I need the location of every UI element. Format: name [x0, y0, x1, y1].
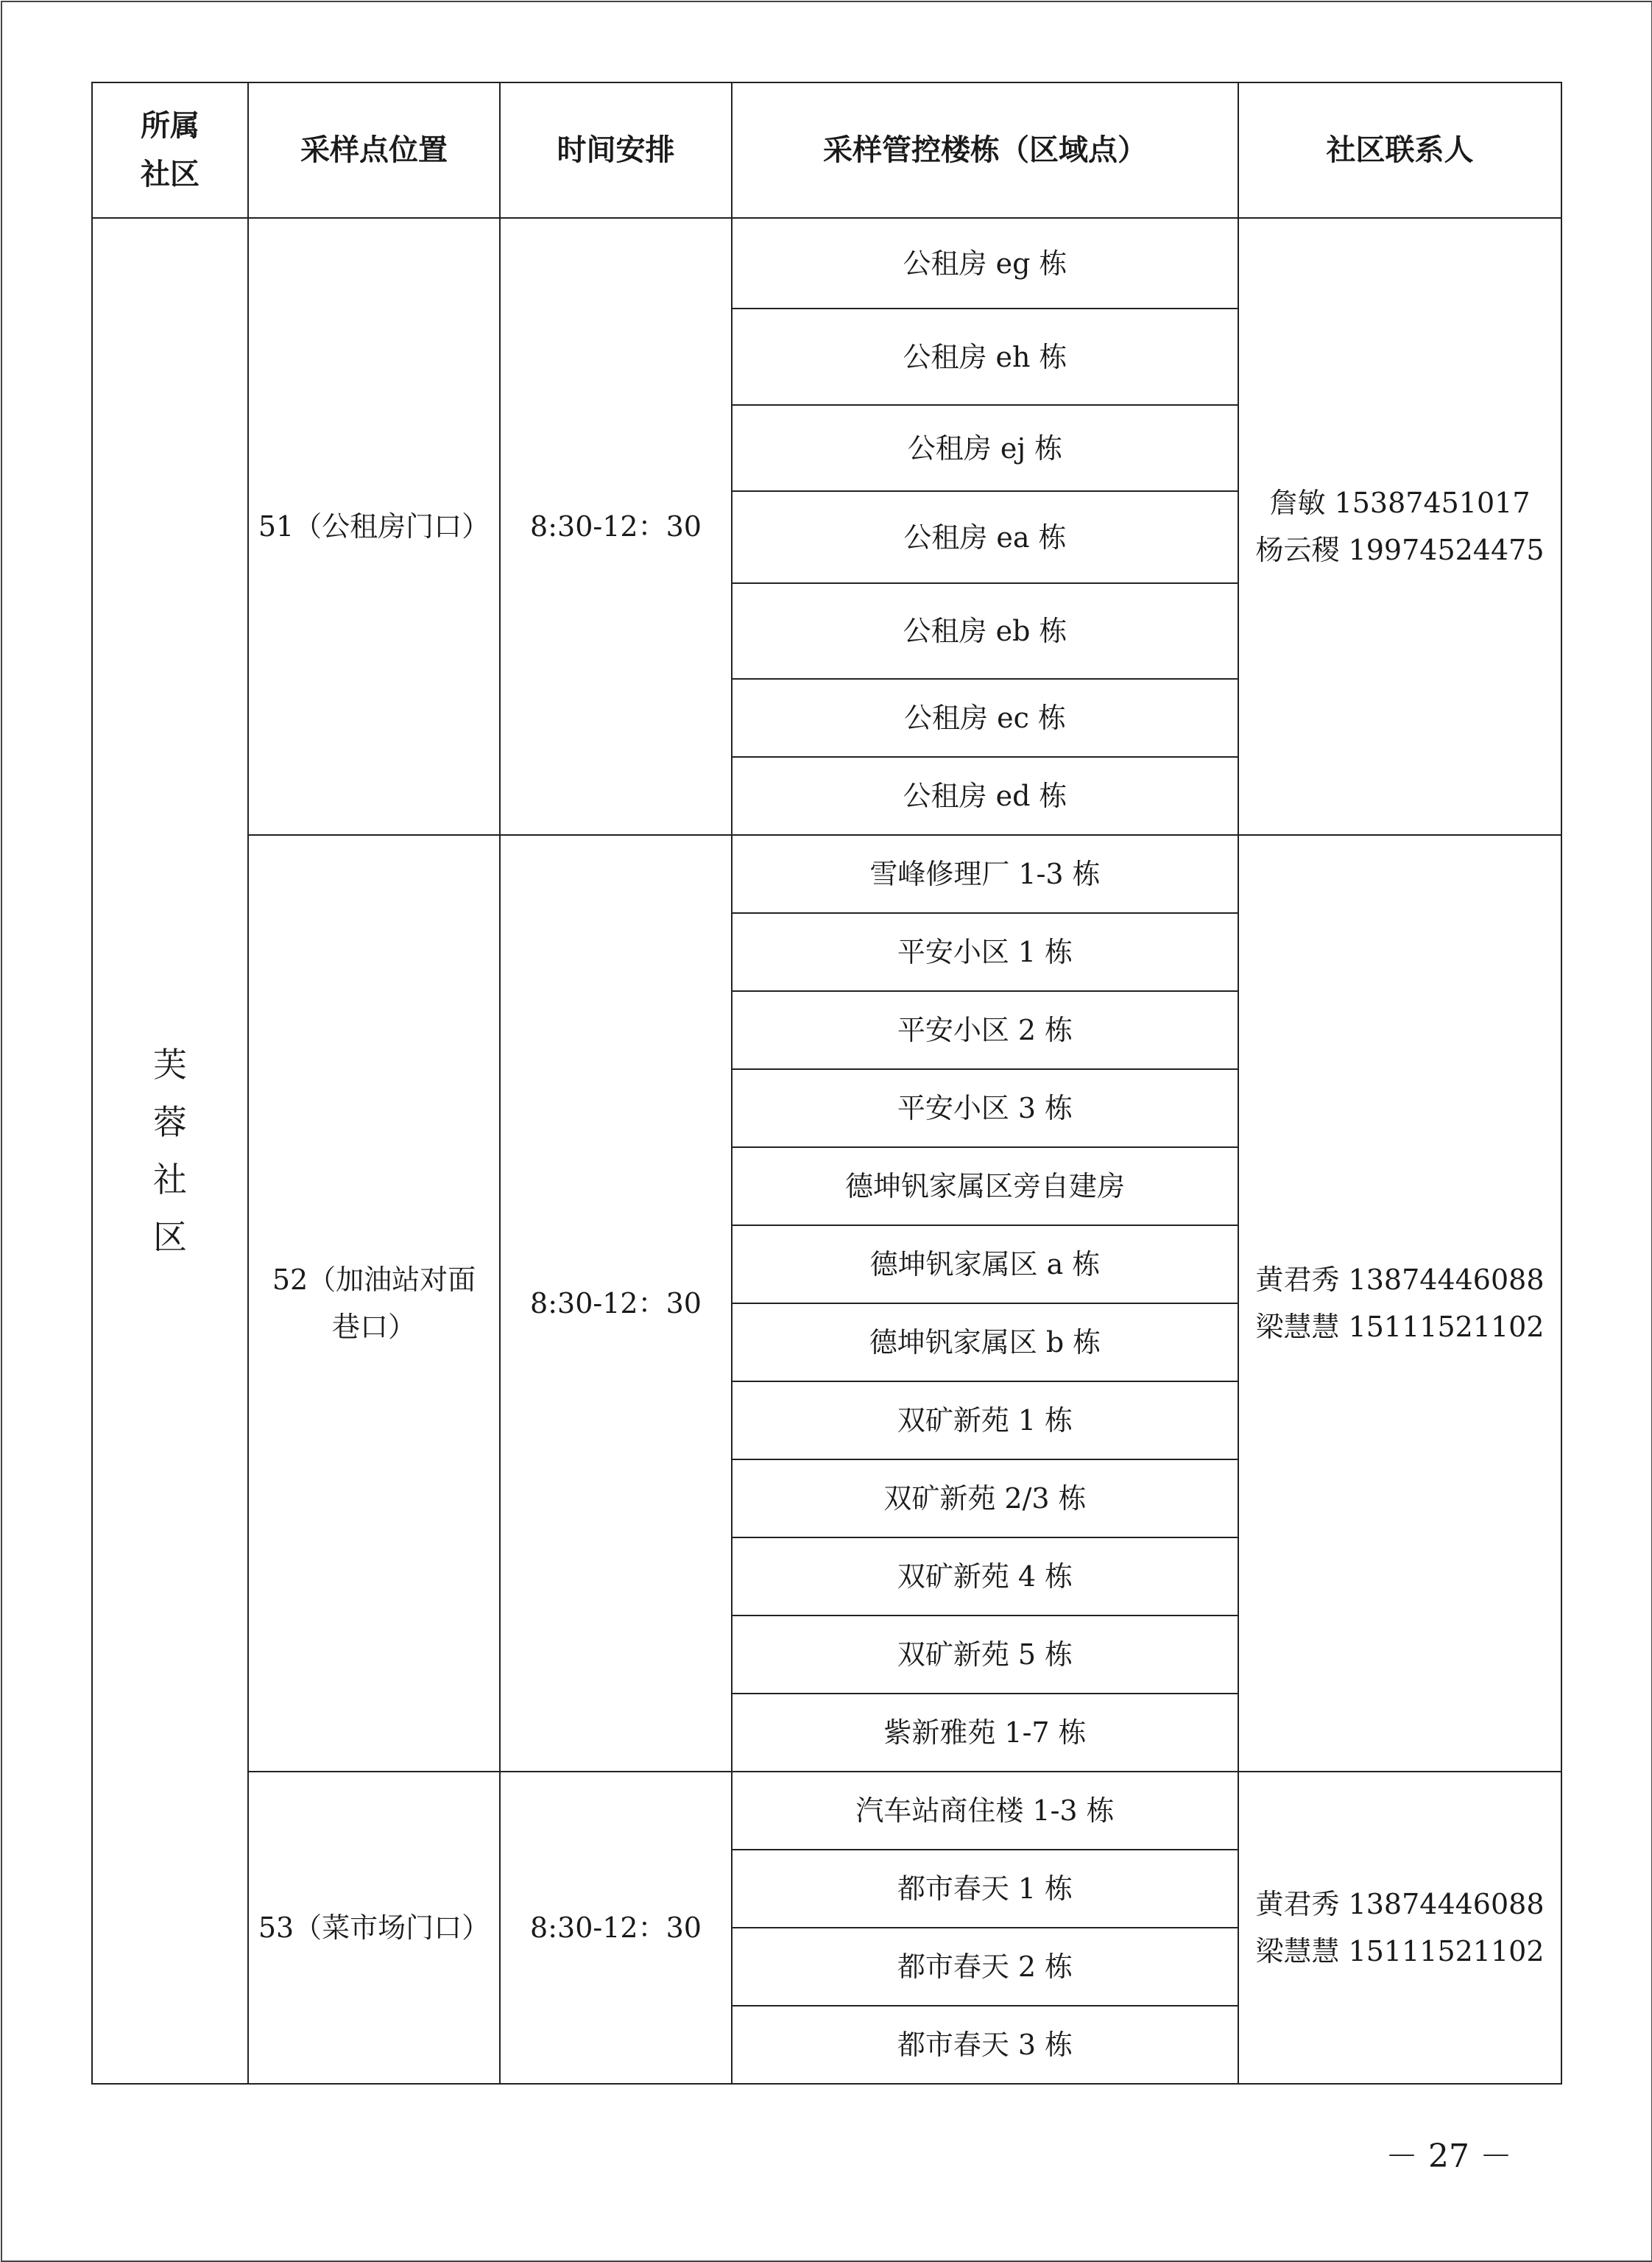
header-row [92, 82, 1561, 218]
contact-person: 梁慧慧 15111521102 [1255, 1935, 1545, 1967]
building-cell: 德坤钒家属区旁自建房 [732, 1147, 1238, 1225]
contact-person: 黄君秀 13874446088 [1255, 1264, 1545, 1296]
table-row [92, 835, 1561, 913]
building-cell: 双矿新苑 2/3 栋 [732, 1459, 1238, 1537]
building-cell: 都市春天 1 栋 [732, 1850, 1238, 1928]
building-cell: 双矿新苑 1 栋 [732, 1381, 1238, 1459]
building-cell: 德坤钒家属区 b 栋 [732, 1303, 1238, 1381]
time-cell: 8:30-12：30 [500, 835, 732, 1772]
site-cell [248, 835, 500, 1772]
building-cell: 都市春天 2 栋 [732, 1928, 1238, 2006]
community-name: 芙蓉社区 [153, 1045, 187, 1257]
building-cell: 双矿新苑 4 栋 [732, 1537, 1238, 1616]
building-cell: 公租房 ea 栋 [732, 491, 1238, 583]
building-cell: 都市春天 3 栋 [732, 2006, 1238, 2084]
header-buildings: 采样管控楼栋（区域点） [732, 82, 1238, 218]
contact-person: 杨云稷 19974524475 [1255, 534, 1545, 566]
building-cell: 公租房 eb 栋 [732, 583, 1238, 679]
building-cell: 平安小区 1 栋 [732, 913, 1238, 991]
building-cell: 公租房 eh 栋 [732, 309, 1238, 405]
time-cell: 8:30-12：30 [500, 218, 732, 835]
table-row [92, 1772, 1561, 1850]
time-cell: 8:30-12：30 [500, 1772, 732, 2084]
header-contact: 社区联系人 [1238, 82, 1561, 218]
contact-cell [1238, 835, 1561, 1772]
table-row [92, 218, 1561, 309]
contact-cell [1238, 1772, 1561, 2084]
building-cell: 汽车站商住楼 1-3 栋 [732, 1772, 1238, 1850]
building-cell: 平安小区 2 栋 [732, 991, 1238, 1069]
header-community: 所属社区 [92, 82, 248, 218]
building-cell: 雪峰修理厂 1-3 栋 [732, 835, 1238, 913]
site-line: 52（加油站对面 [272, 1264, 476, 1296]
page-number: － 27 － [1386, 2138, 1512, 2175]
building-cell: 双矿新苑 5 栋 [732, 1616, 1238, 1694]
building-cell: 公租房 ej 栋 [732, 405, 1238, 491]
contact-person: 詹敏 15387451017 [1269, 487, 1531, 519]
site-cell: 51（公租房门口） [248, 218, 500, 835]
site-line: 巷口） [331, 1311, 416, 1343]
building-cell: 平安小区 3 栋 [732, 1069, 1238, 1147]
contact-person: 黄君秀 13874446088 [1255, 1888, 1545, 1920]
site-cell: 53（菜市场门口） [248, 1772, 500, 2084]
community-name-cell [92, 218, 248, 2084]
building-cell: 紫新雅苑 1-7 栋 [732, 1694, 1238, 1772]
building-cell: 公租房 ec 栋 [732, 679, 1238, 757]
header-time: 时间安排 [500, 82, 732, 218]
contact-person: 梁慧慧 15111521102 [1255, 1311, 1545, 1343]
building-cell: 德坤钒家属区 a 栋 [732, 1225, 1238, 1303]
header-site: 采样点位置 [248, 82, 500, 218]
sampling-schedule-table [91, 82, 1562, 2085]
building-cell: 公租房 ed 栋 [732, 757, 1238, 835]
building-cell: 公租房 eg 栋 [732, 218, 1238, 309]
contact-cell [1238, 218, 1561, 835]
